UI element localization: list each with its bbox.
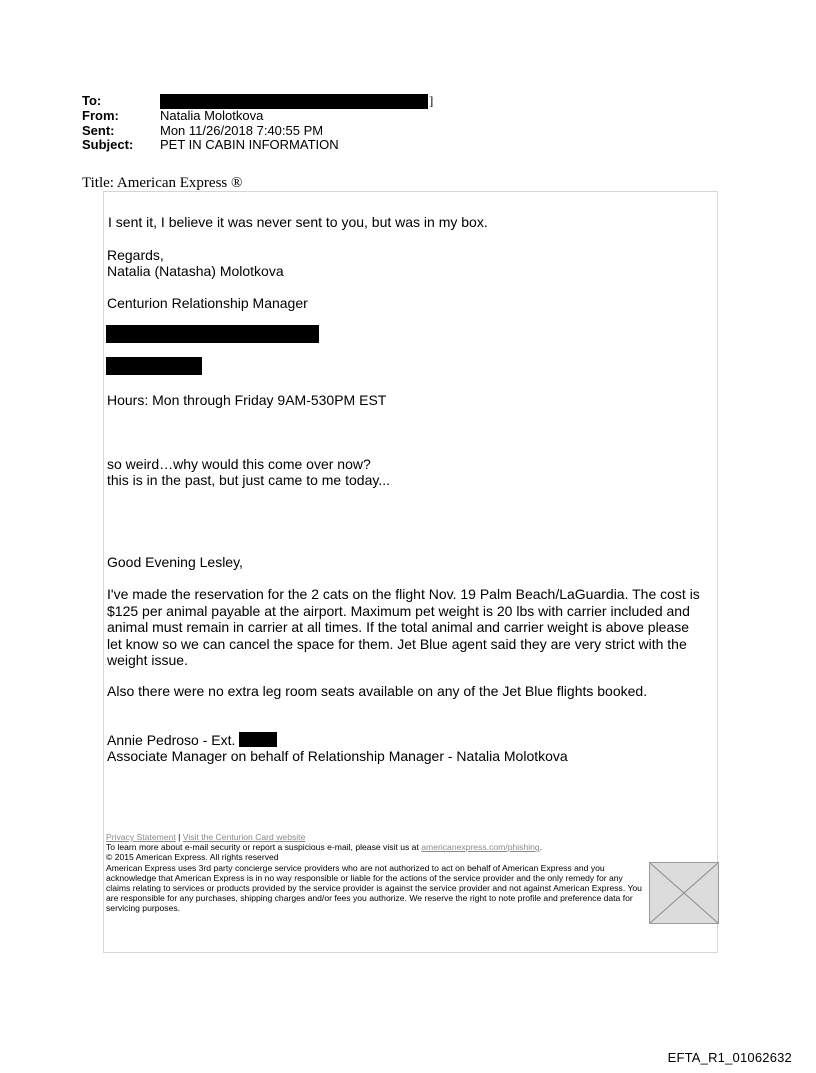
redacted-extension bbox=[239, 732, 277, 747]
signature-title: Centurion Relationship Manager bbox=[107, 295, 308, 311]
footer-links bbox=[106, 832, 646, 842]
footer-separator: | bbox=[178, 832, 181, 842]
weird-line-1: so weird…why would this come over now? bbox=[107, 456, 371, 472]
from-row bbox=[82, 109, 433, 124]
redacted-block-2 bbox=[106, 357, 202, 375]
email-footer bbox=[106, 832, 646, 914]
copyright-text: © 2015 American Express. All rights reserved bbox=[106, 852, 279, 863]
missing-image-placeholder bbox=[649, 862, 719, 924]
email-header bbox=[82, 94, 433, 153]
phishing-link[interactable]: americanexpress.com/phishing bbox=[421, 842, 540, 853]
weird-line-2: this is in the past, but just came to me today... bbox=[107, 472, 390, 488]
greeting-text: Good Evening Lesley, bbox=[107, 554, 243, 570]
security-period: . bbox=[539, 842, 543, 853]
to-label: To: bbox=[82, 93, 102, 108]
privacy-statement-link[interactable]: Privacy Statement bbox=[106, 832, 176, 842]
document-title: Title: American Express ® bbox=[82, 175, 243, 191]
from-value: Natalia Molotkova bbox=[160, 108, 264, 123]
disclaimer-text: American Express uses 3rd party concierge service providers who are not authorized to act on behalf of American Express and you acknowledge that American Express is in no way responsible or liable for the actions of the service provider and the only remedy for any claims relating to services or products provided by the service provider is against the service provider and not against American Express. You are responsible for any purchases, shipping charges and/or fees you authorize. We reserve the right to note profile and preference data for servicing purposes. bbox=[106, 862, 642, 914]
email-body bbox=[103, 191, 718, 953]
annie-title: Associate Manager on behalf of Relationship Manager - Natalia Molotkova bbox=[107, 748, 568, 764]
subject-value: PET IN CABIN INFORMATION bbox=[160, 137, 339, 152]
leg-room-paragraph: Also there were no extra leg room seats available on any of the Jet Blue flights booked. bbox=[107, 683, 648, 699]
broken-image-icon bbox=[650, 863, 718, 923]
regards-text: Regards, bbox=[107, 247, 164, 263]
from-label: From: bbox=[82, 108, 119, 123]
security-text: To learn more about e-mail security or report a suspicious e-mail, please visit us at bbox=[106, 842, 419, 853]
redacted-block-1 bbox=[106, 325, 319, 343]
sent-value: Mon 11/26/2018 7:40:55 PM bbox=[160, 122, 324, 138]
to-bracket: ] bbox=[429, 93, 434, 108]
document-id: EFTA_R1_01062632 bbox=[667, 1050, 792, 1065]
annie-line bbox=[107, 732, 277, 749]
reservation-paragraph: I've made the reservation for the 2 cats on the flight Nov. 19 Palm Beach/LaGuardia. The cost is $125 per animal payable at the airport. Maximum pet weight is 20 lbs with carrier included and animal must remain in carrier at all times. If the total animal and carrier weight is above please let know so we can cancel the space for them. Jet Blue agent said they are very strict with the weight issue. bbox=[107, 586, 700, 668]
subject-label: Subject: bbox=[82, 137, 134, 152]
security-line bbox=[106, 842, 646, 852]
redacted-recipient bbox=[160, 94, 428, 109]
sent-label: Sent: bbox=[82, 122, 115, 138]
to-row bbox=[82, 94, 433, 109]
signature-name: Natalia (Natasha) Molotkova bbox=[107, 263, 284, 279]
subject-row bbox=[82, 138, 433, 153]
annie-name: Annie Pedroso - Ext. bbox=[107, 732, 236, 748]
body-line-intro: I sent it, I believe it was never sent to you, but was in my box. bbox=[108, 214, 488, 230]
centurion-website-link[interactable]: Visit the Centurion Card website bbox=[182, 832, 306, 842]
sent-row bbox=[82, 124, 433, 139]
hours-text: Hours: Mon through Friday 9AM-530PM EST bbox=[107, 392, 387, 408]
